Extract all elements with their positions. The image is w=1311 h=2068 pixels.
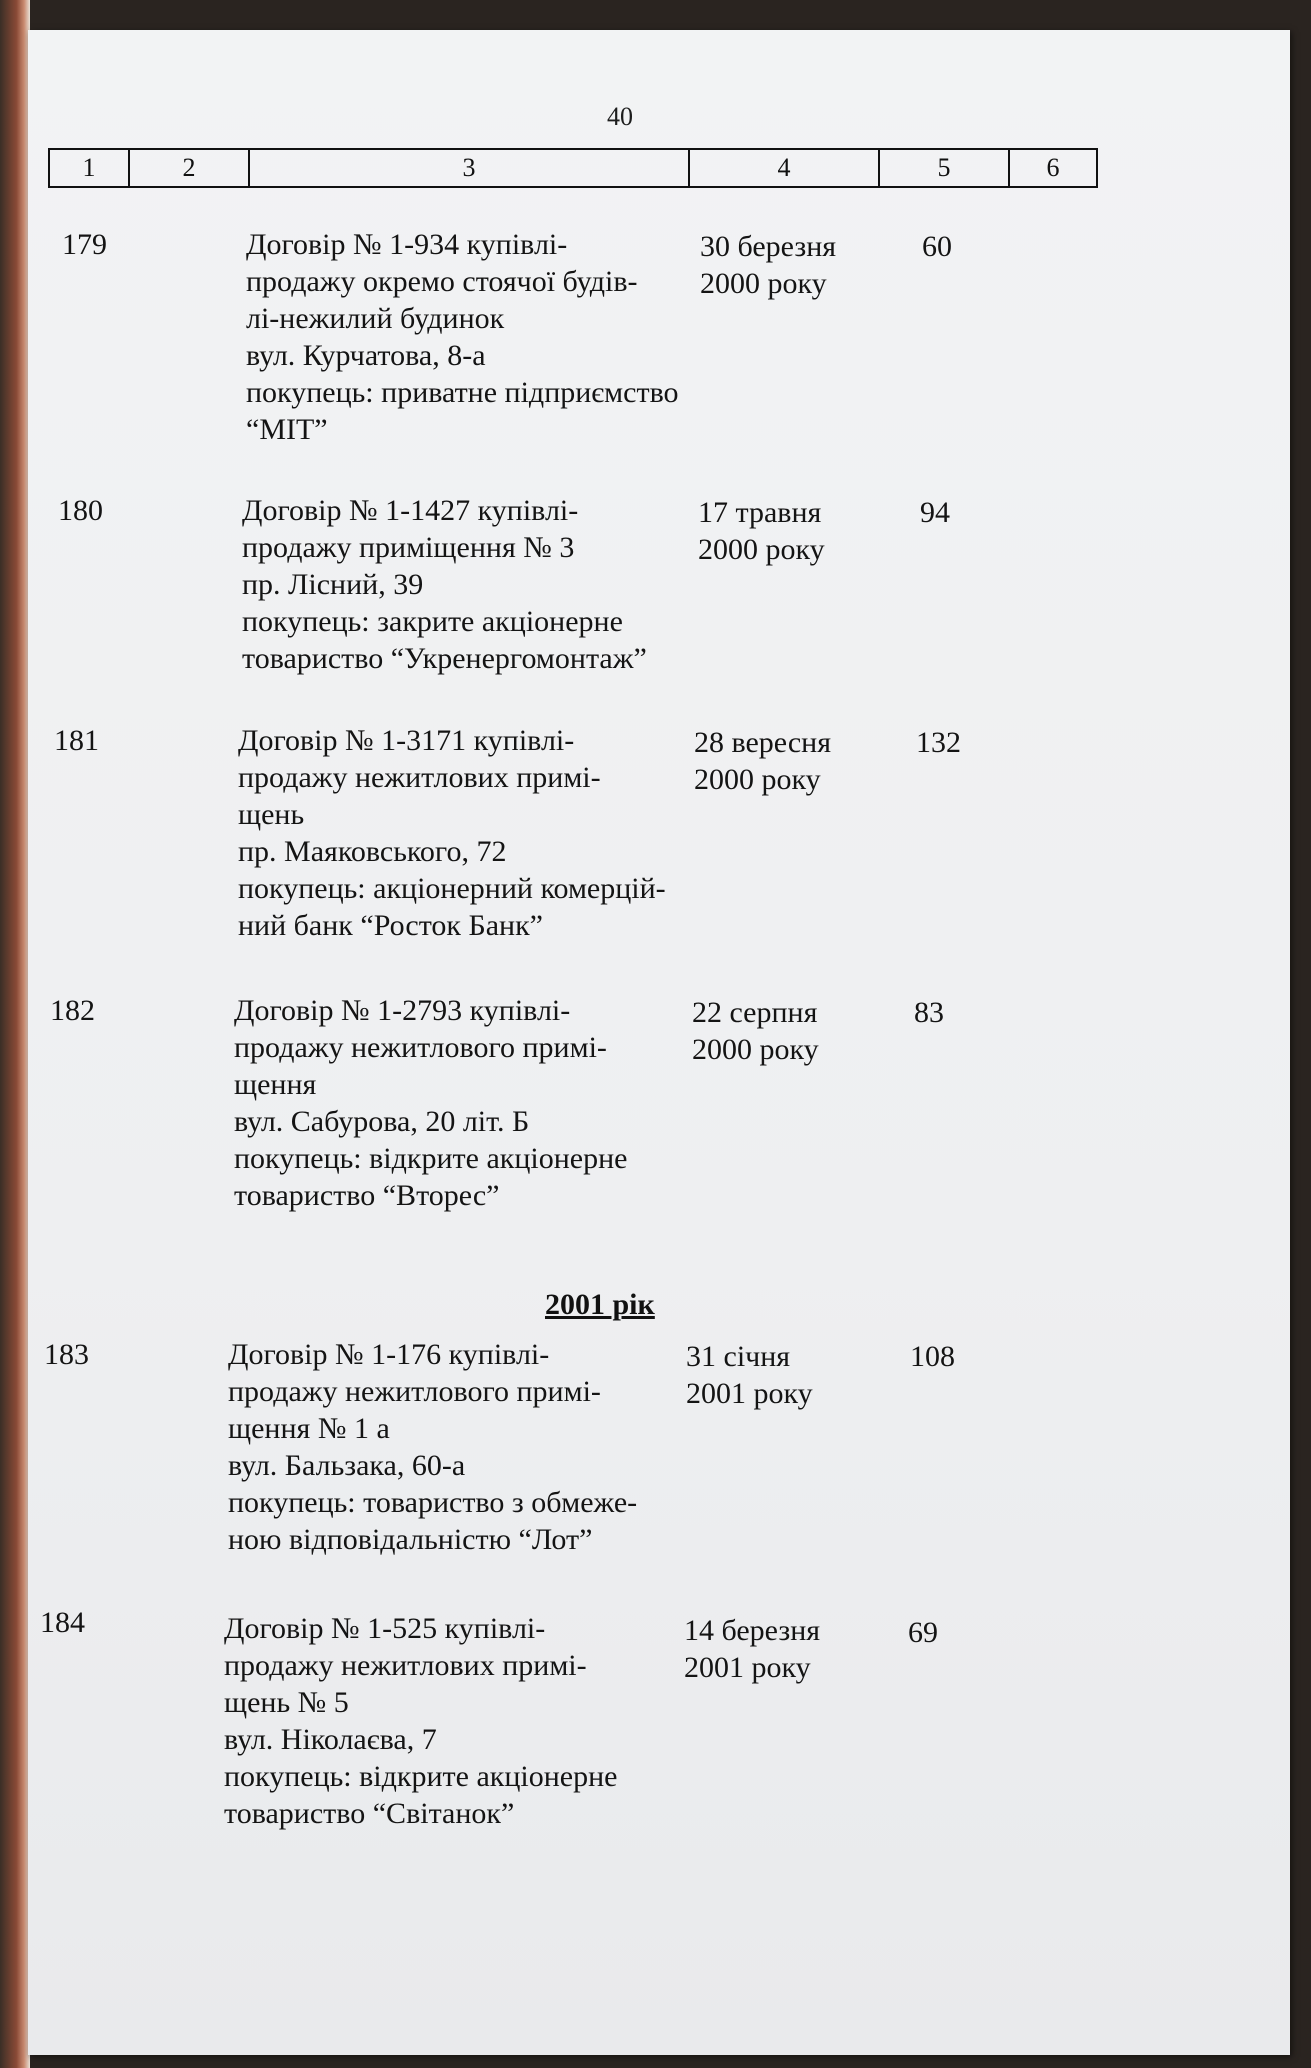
entry-description-line: вул. Бальзака, 60-а	[228, 1449, 466, 1482]
entry-date	[700, 228, 870, 302]
entry-description	[238, 722, 733, 944]
entry-date-line: 2000 року	[698, 533, 825, 566]
entry-description-line: Договір № 1-934 купівлі-	[246, 228, 568, 261]
entry-description-line: продажу нежитлових примі-	[224, 1649, 587, 1682]
entry-date-line: 14 березня	[684, 1614, 821, 1647]
entry-number: 181	[54, 724, 99, 757]
entry-description-line: покупець: приватне підприємство	[246, 376, 679, 409]
entry-description-line: вул. Сабурова, 20 літ. Б	[234, 1105, 530, 1138]
column-header-1: 1	[50, 150, 130, 186]
entry-date	[692, 994, 862, 1068]
entry-description-line: продажу нежитлового примі-	[234, 1031, 607, 1064]
entry-date	[698, 494, 868, 568]
entry-number: 180	[58, 494, 103, 527]
entry-number: 184	[40, 1606, 85, 1639]
entry-description-line: покупець: закрите акціонерне	[242, 605, 623, 638]
column-header-2: 2	[130, 150, 250, 186]
entry-date-line: 2001 року	[686, 1377, 813, 1410]
column-header-row	[48, 148, 1098, 188]
entry-description-line: покупець: товариство з обмеже-	[228, 1486, 638, 1519]
column-header-4: 4	[690, 150, 880, 186]
entry-number: 182	[50, 994, 95, 1027]
entry-description-line: Договір № 1-176 купівлі-	[228, 1338, 550, 1371]
entry-description-line: щення	[234, 1068, 317, 1101]
entry-sheet-count: 132	[916, 726, 961, 759]
entry-description	[224, 1610, 719, 1832]
entry-description-line: Договір № 1-2793 купівлі-	[234, 994, 571, 1027]
entry-sheet-count: 83	[914, 996, 944, 1029]
entry-date	[694, 724, 864, 798]
entry-description	[246, 226, 741, 448]
entry-description-line: щення № 1 а	[228, 1412, 390, 1445]
entry-date-line: 2000 року	[694, 763, 821, 796]
entry-date-line: 2000 року	[692, 1033, 819, 1066]
entry-number: 183	[44, 1338, 89, 1371]
entry-date	[686, 1338, 856, 1412]
entry-description-line: пр. Маяковського, 72	[238, 835, 507, 868]
entry-description	[242, 492, 737, 677]
entry-description-line: продажу нежитлового примі-	[228, 1375, 601, 1408]
column-header-5: 5	[880, 150, 1010, 186]
entry-description-line: Договір № 1-1427 купівлі-	[242, 494, 579, 527]
entry-description-line: ний банк “Росток Банк”	[238, 909, 543, 942]
book-spine	[0, 0, 30, 2068]
entry-date-line: 2000 року	[700, 267, 827, 300]
entry-description-line: вул. Ніколаєва, 7	[224, 1723, 437, 1756]
entry-description	[234, 992, 729, 1214]
entry-description-line: ною відповідальністю “Лот”	[228, 1523, 593, 1556]
entry-date-line: 30 березня	[700, 230, 837, 263]
entry-description-line: лі-нежилий будинок	[246, 302, 505, 335]
entry-sheet-count: 69	[908, 1616, 938, 1649]
entry-number: 179	[62, 228, 107, 261]
column-header-3: 3	[250, 150, 690, 186]
entry-description-line: покупець: акціонерний комерцій-	[238, 872, 666, 905]
entry-description-line: товариство “Світанок”	[224, 1797, 515, 1830]
year-heading: 2001 рік	[545, 1288, 655, 1321]
entry-description-line: товариство “Вторес”	[234, 1179, 500, 1212]
entry-date-line: 17 травня	[698, 496, 822, 529]
entry-description-line: Договір № 1-3171 купівлі-	[238, 724, 575, 757]
entry-description-line: вул. Курчатова, 8-а	[246, 339, 486, 372]
entry-description-line: товариство “Укренергомонтаж”	[242, 642, 647, 675]
entry-sheet-count: 60	[922, 230, 952, 263]
entry-description	[228, 1336, 723, 1558]
entry-sheet-count: 108	[910, 1340, 955, 1373]
entry-description-line: щень № 5	[224, 1686, 349, 1719]
page-number: 40	[607, 102, 633, 131]
entry-description-line: покупець: відкрите акціонерне	[234, 1142, 628, 1175]
entry-description-line: продажу нежитлових примі-	[238, 761, 601, 794]
entry-description-line: “МІТ”	[246, 413, 328, 446]
entry-sheet-count: 94	[920, 496, 950, 529]
entry-date	[684, 1612, 854, 1686]
entry-description-line: щень	[238, 798, 305, 831]
entry-description-line: покупець: відкрите акціонерне	[224, 1760, 618, 1793]
entry-date-line: 22 серпня	[692, 996, 818, 1029]
entry-description-line: продажу приміщення № 3	[242, 531, 575, 564]
entry-description-line: продажу окремо стоячої будів-	[246, 265, 638, 298]
entry-date-line: 31 січня	[686, 1340, 791, 1373]
entry-date-line: 28 вересня	[694, 726, 832, 759]
column-header-6: 6	[1046, 153, 1060, 182]
entry-description-line: пр. Лісний, 39	[242, 568, 424, 601]
document-page	[28, 30, 1290, 2055]
entry-description-line: Договір № 1-525 купівлі-	[224, 1612, 546, 1645]
entry-date-line: 2001 року	[684, 1651, 811, 1684]
